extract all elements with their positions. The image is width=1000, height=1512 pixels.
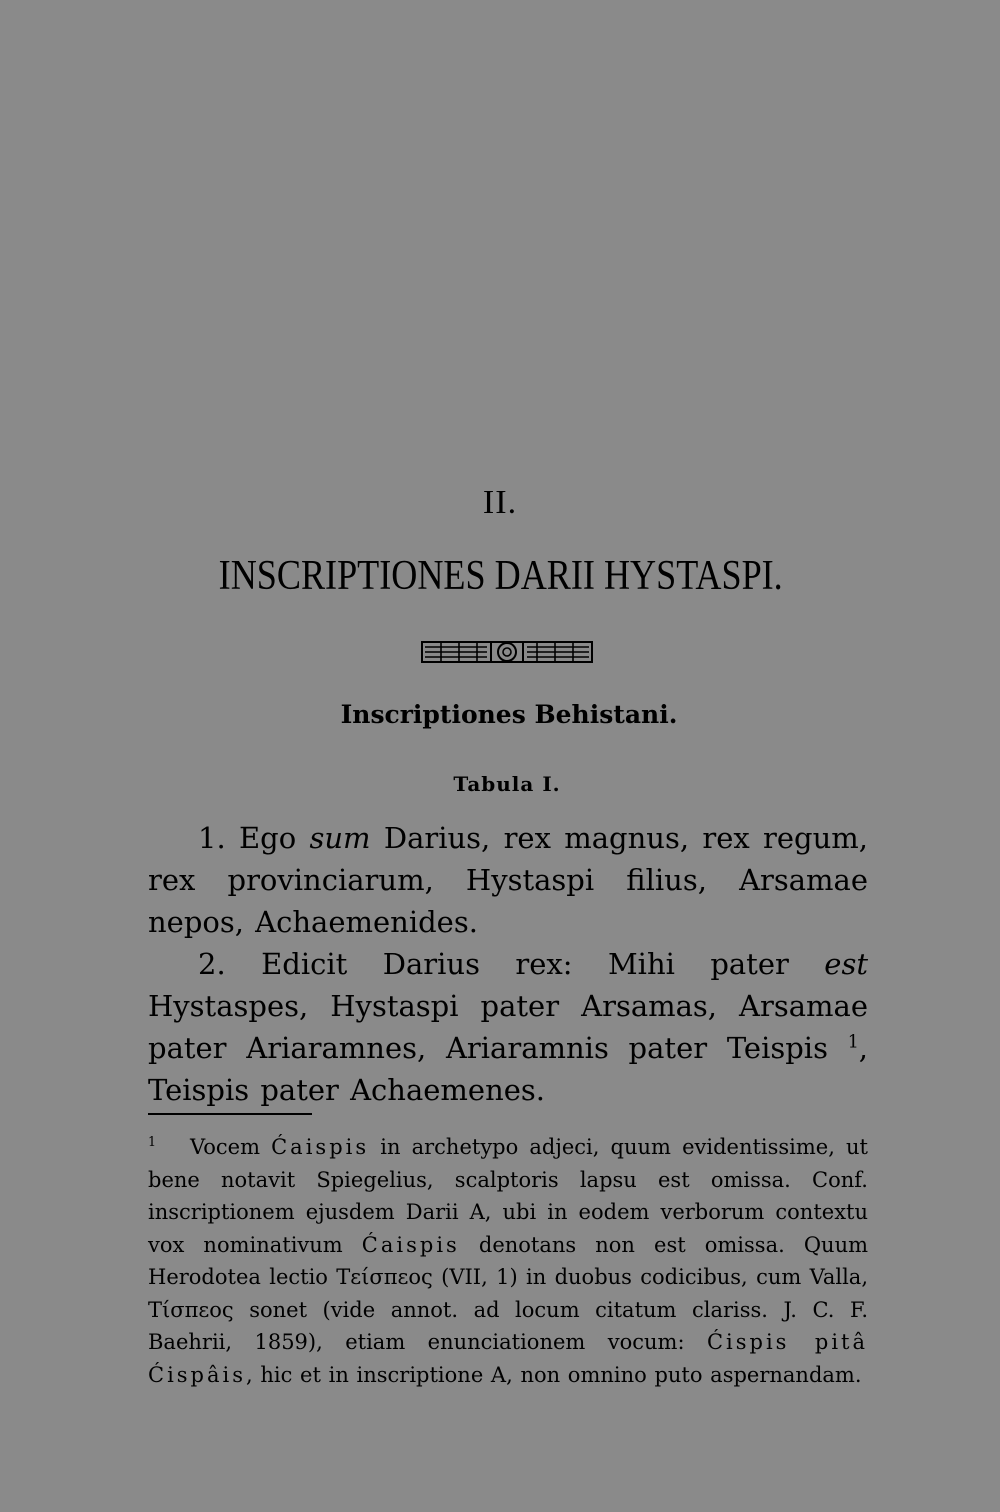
paragraph-text: Darius, rex magnus, rex regum, rex provinciarum, Hystaspi filius, Arsamae nepos, Achaemenides. bbox=[148, 821, 868, 939]
spaced-word: Ćispis pitâ Ćispâis bbox=[148, 1330, 868, 1387]
italic-word: est bbox=[824, 947, 868, 981]
paragraph-text: Edicit Darius rex: Mihi pater bbox=[261, 947, 825, 981]
footnote-text: denotans non est omissa. Quum Herodotea lectio Τείσπεος (VII, 1) in duobus codicibus, cum Valla, Τίσπεος sonet (vide annot. ad locum citatum clariss. J. C. F. Baehrii, 1859), etiam enunciationem vocum: bbox=[148, 1232, 869, 1354]
footnote bbox=[148, 1131, 868, 1391]
table-heading: Tabula I. bbox=[453, 772, 561, 796]
paragraph-number: 2. bbox=[198, 947, 226, 981]
footnote-text: Vocem bbox=[190, 1135, 272, 1159]
paragraph-1 bbox=[148, 817, 868, 943]
ornament-divider-icon bbox=[421, 640, 593, 664]
paragraph-text: , Teispis pater Achaemenes. bbox=[148, 1031, 868, 1107]
footnote-reference: 1 bbox=[847, 1032, 859, 1053]
spaced-word: Ćaispis bbox=[361, 1232, 460, 1257]
paragraph-text: Hystaspes, Hystaspi pater Arsamas, Arsamae pater Ariaramnes, Ariaramnis pater Teispis bbox=[148, 989, 868, 1065]
section-subtitle: Inscriptiones Behistani. bbox=[340, 700, 678, 729]
footnote-text: , hic et in inscriptione A, non omnino puto aspernandam. bbox=[246, 1362, 862, 1387]
footnote-text: in archetypo adjeci, quum evidentissime, ut bene notavit Spiegelius, scalptoris lapsu est omissa. Conf. inscriptionem ejusdem Darii A, ubi in eodem verborum contextu vox nominativum bbox=[148, 1135, 868, 1257]
section-number: II. bbox=[482, 484, 518, 521]
footnote-marker: 1 bbox=[148, 1134, 157, 1149]
paragraph-text: Ego bbox=[238, 821, 310, 855]
page-title: INSCRIPTIONES DARII HYSTASPI. bbox=[218, 553, 783, 599]
spaced-word: Ćaispis bbox=[271, 1135, 370, 1159]
italic-word: sum bbox=[309, 821, 371, 855]
paragraph-2 bbox=[148, 943, 868, 1111]
footnote-separator bbox=[148, 1113, 312, 1115]
paragraph-number: 1. bbox=[198, 821, 226, 855]
